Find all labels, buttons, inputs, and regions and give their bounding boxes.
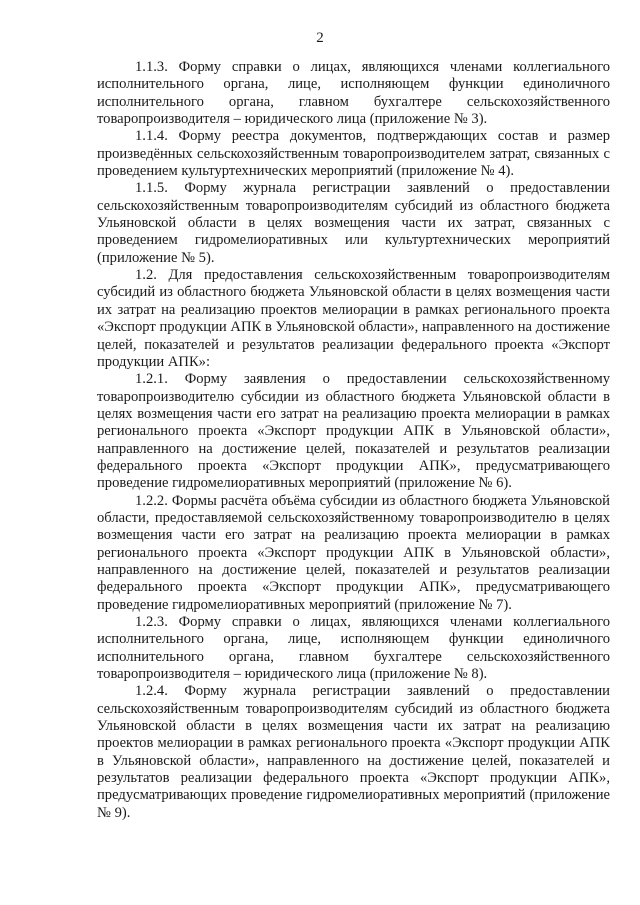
paragraph-1-1-5: 1.1.5. Форму журнала регистрации заявлений о предоставлении сельскохозяйственным товаропроизводителям субсидий из областного бюджета Ульяновской области в целях возмещения части их затрат, связанных с проведением гидромелиоративных или культуртехнических мероприятий (приложение № 5).	[97, 180, 610, 266]
paragraph-1-2-3: 1.2.3. Форму справки о лицах, являющихся членами коллегиального исполнительного органа, лице, исполняющем функции единоличного исполнительного органа, главном бухгалтере сельскохозяйственного товаропроизводителя – юридического лица (приложение № 8).	[97, 614, 610, 683]
paragraph-1-2-2: 1.2.2. Формы расчёта объёма субсидии из областного бюджета Ульяновской области, предоставляемой сельскохозяйственному товаропроизводителю в целях возмещения части его затрат на реализацию проекта мелиорации в рамках регионального проекта «Экспорт продукции АПК в Ульяновской области», направленного на достижение целей, показателей и результатов реализации федерального проекта «Экспорт продукции АПК», предусматривающего проведение гидромелиоративных мероприятий (приложение № 7).	[97, 492, 610, 613]
paragraph-1-2-1: 1.2.1. Форму заявления о предоставлении сельскохозяйственному товаропроизводителю субсидии из областного бюджета Ульяновской области в целях возмещения части его затрат на реализацию проекта мелиорации в рамках регионального проекта «Экспорт продукции АПК в Ульяновской области», направленного на достижение целей, показателей и результатов реализации федерального проекта «Экспорт продукции АПК», предусматривающего проведение гидромелиоративных мероприятий (приложение № 6).	[97, 371, 610, 492]
paragraph-1-2: 1.2. Для предоставления сельскохозяйственным товаропроизводителям субсидий из областного бюджета Ульяновской области в целях возмещения части их затрат на реализацию проектов мелиорации в рамках регионального проекта «Экспорт продукции АПК в Ульяновской области», направленного на достижение целей, показателей и результатов реализации федерального проекта «Экспорт продукции АПК»:	[97, 267, 610, 370]
paragraph-1-2-4: 1.2.4. Форму журнала регистрации заявлений о предоставлении сельскохозяйственным товаропроизводителям субсидий из областного бюджета Ульяновской области в целях возмещения части их затрат на реализацию проектов мелиорации в рамках регионального проекта «Экспорт продукции АПК в Ульяновской области», направленного на достижение целей, показателей и результатов реализации федерального проекта «Экспорт продукции АПК», предусматривающих проведение гидромелиоративных мероприятий (приложение № 9).	[97, 683, 610, 821]
page-number: 2	[316, 30, 324, 46]
paragraph-1-1-4: 1.1.4. Форму реестра документов, подтверждающих состав и размер произведённых сельскохозяйственным товаропроизводителем затрат, связанных с проведением культуртехнических мероприятий (приложение № 4).	[97, 128, 610, 180]
document-body	[97, 59, 610, 822]
paragraph-1-1-3: 1.1.3. Форму справки о лицах, являющихся членами коллегиального исполнительного органа, лице, исполняющем функции единоличного исполнительного органа, главном бухгалтере сельскохозяйственного товаропроизводителя – юридического лица (приложение № 3).	[97, 59, 610, 128]
